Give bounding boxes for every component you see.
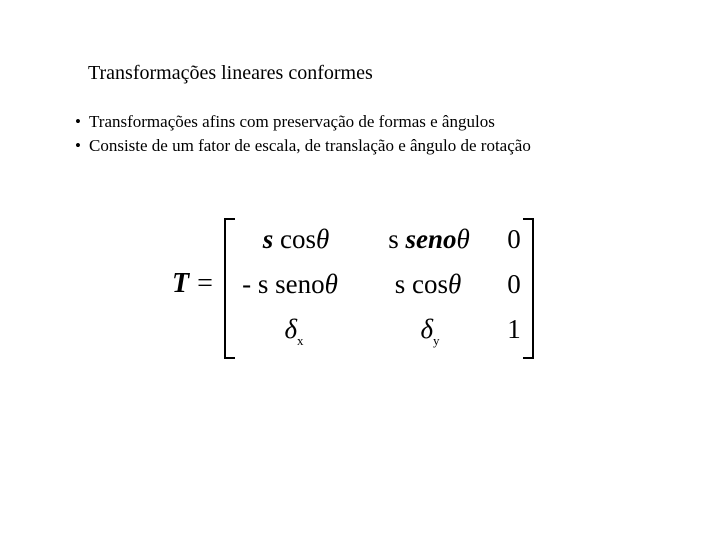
slide-title: Transformações lineares conformes (88, 62, 373, 84)
matrix-symbol: T (172, 268, 190, 299)
neg-seno-text: - s seno (242, 269, 325, 299)
theta-symbol: θ (324, 269, 338, 299)
equation-lhs (172, 268, 213, 300)
theta-symbol: θ (447, 269, 462, 299)
cos-text: s cos (394, 269, 448, 299)
matrix-cell-r1c2 (388, 224, 470, 255)
bullet-item (75, 110, 531, 134)
bullet-symbol: • (75, 136, 81, 155)
matrix-left-bracket (224, 218, 235, 359)
scale-symbol: s (388, 224, 406, 254)
theta-symbol: θ (316, 224, 330, 254)
equals-sign: = (197, 268, 213, 299)
delta-subscript: y (433, 333, 440, 348)
matrix-cell-r1c1 (263, 224, 330, 255)
bullet-text: Consiste de um fator de escala, de translação e ângulo de rotação (89, 136, 531, 155)
bullet-text: Transformações afins com preservação de formas e ângulos (89, 112, 495, 131)
delta-symbol: δ (284, 314, 298, 344)
matrix-cell-r2c3: 0 (507, 269, 521, 299)
matrix-cell-r2c2 (395, 269, 462, 300)
matrix-cell-r1c3: 0 (507, 224, 521, 254)
delta-subscript: x (297, 333, 304, 348)
matrix-cell-r3c1 (284, 314, 303, 349)
seno-text: seno (405, 224, 457, 254)
matrix-cell-r2c1 (242, 269, 338, 300)
cos-text: cos (273, 224, 316, 254)
matrix-cell-r3c2 (420, 314, 439, 349)
matrix-right-bracket (523, 218, 534, 359)
delta-symbol: δ (420, 314, 434, 344)
bullet-item (75, 134, 531, 158)
matrix-cell-r3c3: 1 (507, 314, 521, 344)
bullet-list (75, 110, 531, 158)
bullet-symbol: • (75, 112, 81, 131)
scale-symbol: s (262, 224, 274, 254)
theta-symbol: θ (456, 224, 470, 254)
